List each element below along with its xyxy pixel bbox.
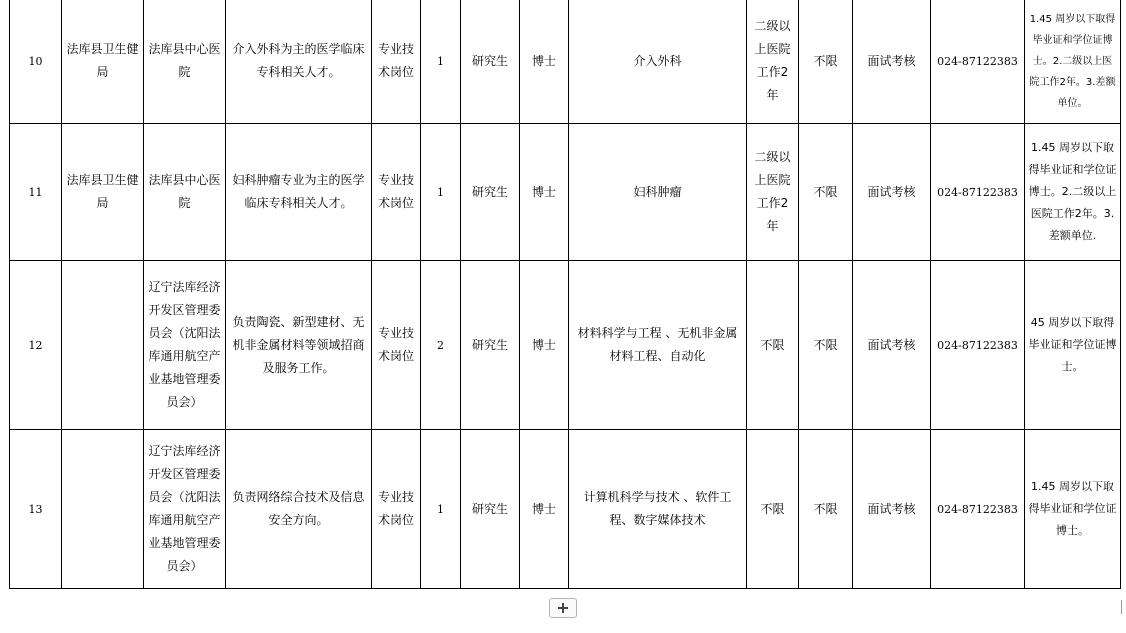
cell-education: 研究生	[461, 124, 520, 261]
cell-phone: 024-87122383	[931, 124, 1025, 261]
cell-number: 11	[10, 124, 62, 261]
cell-post-type: 专业技术岗位	[372, 0, 421, 124]
cell-experience: 不限	[747, 430, 799, 589]
cell-major: 材料科学与工程 、无机非金属材料工程、自动化	[569, 261, 747, 430]
cell-duty: 介入外科为主的医学临床专科相关人才。	[226, 0, 372, 124]
cell-other: 不限	[799, 0, 853, 124]
cell-experience: 不限	[747, 261, 799, 430]
cell-major: 介入外科	[569, 0, 747, 124]
cell-unit: 辽宁法库经济开发区管理委员会（沈阳法库通用航空产业基地管理委员会）	[144, 261, 226, 430]
table-row	[10, 430, 1121, 589]
cell-other: 不限	[799, 430, 853, 589]
cell-degree: 博士	[520, 0, 569, 124]
cell-unit: 法库县中心医院	[144, 124, 226, 261]
table-row	[10, 124, 1121, 261]
table-row	[10, 0, 1121, 124]
cell-duty: 妇科肿瘤专业为主的医学临床专科相关人才。	[226, 124, 372, 261]
cell-count: 2	[421, 261, 461, 430]
cell-experience: 二级以上医院工作2年	[747, 124, 799, 261]
cell-phone: 024-87122383	[931, 0, 1025, 124]
cell-authority	[62, 261, 144, 430]
cell-post-type: 专业技术岗位	[372, 430, 421, 589]
cell-count: 1	[421, 124, 461, 261]
cell-note: 1.45 周岁以下取得毕业证和学位证博士。	[1025, 430, 1121, 589]
cell-degree: 博士	[520, 124, 569, 261]
cell-experience: 二级以上医院工作2年	[747, 0, 799, 124]
plus-icon	[558, 603, 568, 613]
cell-note: 1.45 周岁以下取得毕业证和学位证博士。2.二级以上医院工作2年。3.差额单位。	[1025, 0, 1121, 124]
cell-degree: 博士	[520, 430, 569, 589]
cell-phone: 024-87122383	[931, 430, 1025, 589]
cell-count: 1	[421, 0, 461, 124]
cell-exam: 面试考核	[853, 0, 931, 124]
add-row-button[interactable]	[549, 598, 577, 618]
cell-post-type: 专业技术岗位	[372, 124, 421, 261]
cell-authority	[62, 430, 144, 589]
cell-note: 45 周岁以下取得毕业证和学位证博士。	[1025, 261, 1121, 430]
cell-authority: 法库县卫生健局	[62, 124, 144, 261]
cell-major: 妇科肿瘤	[569, 124, 747, 261]
cell-authority: 法库县卫生健局	[62, 0, 144, 124]
cell-duty: 负责网络综合技术及信息安全方向。	[226, 430, 372, 589]
cell-unit: 法库县中心医院	[144, 0, 226, 124]
cell-exam: 面试考核	[853, 430, 931, 589]
cell-number: 12	[10, 261, 62, 430]
cell-education: 研究生	[461, 261, 520, 430]
cell-other: 不限	[799, 124, 853, 261]
scroll-edge-marker	[1121, 600, 1122, 614]
cell-education: 研究生	[461, 0, 520, 124]
cell-other: 不限	[799, 261, 853, 430]
recruitment-table	[9, 0, 1121, 589]
table-row	[10, 261, 1121, 430]
cell-post-type: 专业技术岗位	[372, 261, 421, 430]
cell-count: 1	[421, 430, 461, 589]
cell-exam: 面试考核	[853, 261, 931, 430]
cell-duty: 负责陶瓷、新型建材、无机非金属材料等领域招商及服务工作。	[226, 261, 372, 430]
cell-education: 研究生	[461, 430, 520, 589]
cell-unit: 辽宁法库经济开发区管理委员会（沈阳法库通用航空产业基地管理委员会）	[144, 430, 226, 589]
cell-number: 10	[10, 0, 62, 124]
cell-degree: 博士	[520, 261, 569, 430]
cell-major: 计算机科学与技术 、软件工程、数字媒体技术	[569, 430, 747, 589]
cell-phone: 024-87122383	[931, 261, 1025, 430]
cell-number: 13	[10, 430, 62, 589]
cell-note: 1.45 周岁以下取得毕业证和学位证博士。2.二级以上医院工作2年。3.差额单位.	[1025, 124, 1121, 261]
cell-exam: 面试考核	[853, 124, 931, 261]
